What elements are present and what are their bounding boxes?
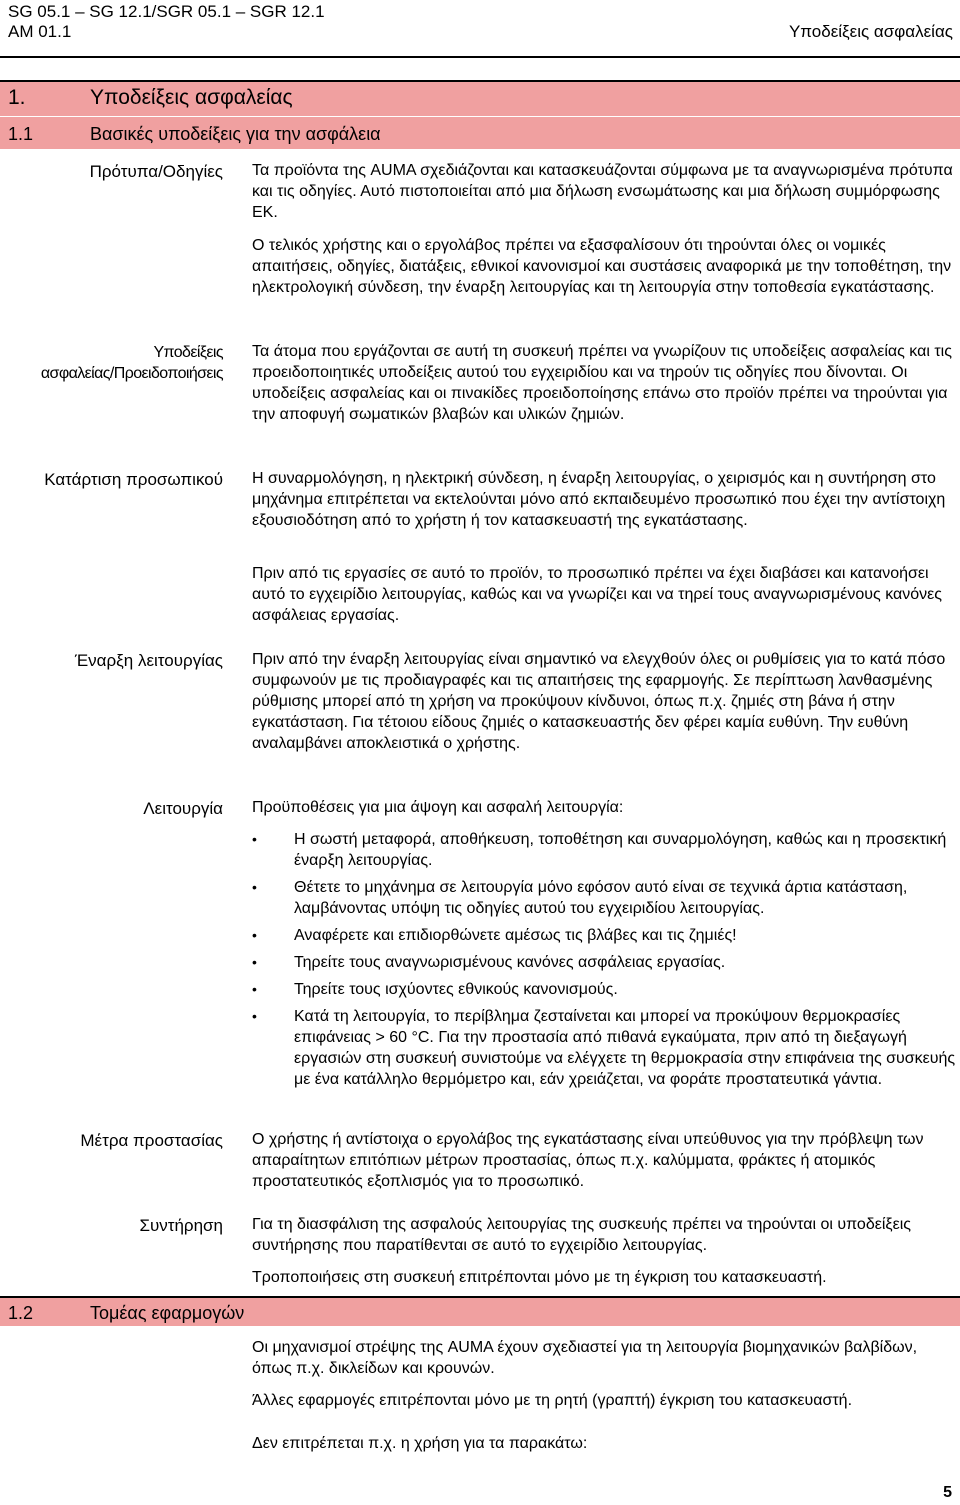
list-item: • Θέτετε το μηχάνημα σε λειτουργία μόνο εφόσον αυτό είναι σε τεχνικά άρτια κατάσταση, λαμβάνοντας υπόψη τις οδηγίες αυτού του εγχειριδίου λειτουργίας. xyxy=(252,877,956,919)
side-label-standards: Πρότυπα/Οδηγίες xyxy=(89,162,223,181)
section-heading-1-2 xyxy=(0,1296,960,1326)
list-item: • Τηρείτε τους αναγνωρισμένους κανόνες ασφάλειας εργασίας. xyxy=(252,952,956,973)
paragraph-commissioning: Πριν από την έναρξη λειτουργίας είναι σημαντικό να ελεγχθούν όλες οι ρυθμίσεις για το κατά πόσο συμφωνούν με τις προδιαγραφές και τις απαιτήσεις της εφαρμογής. Σε περίπτωση λανθασμένης ρύθμισης μπορεί από τη χρήση να προκύψουν κίνδυνοι, όπως π.χ. ζημιές στη βάνα ή στην εγκατάσταση. Για τέτοιου είδους ζημιές ο κατασκευαστής δεν φέρει καμία ευθύνη. Την ευθύνη αναλαμβάνει αποκλειστικά ο χρήστης. xyxy=(252,651,946,752)
operation-requirements-list xyxy=(252,829,956,1096)
side-label-protection: Μέτρα προστασίας xyxy=(80,1131,223,1150)
side-label-training: Κατάρτιση προσωπικού xyxy=(44,470,223,489)
header-divider xyxy=(0,56,960,58)
paragraph-standards-2: Ο τελικός χρήστης και ο εργολάβος πρέπει να εξασφαλίσουν ότι τηρούνται όλες οι νομικές απαιτήσεις, οδηγίες, διατάξεις, εθνικοί κανονισμοί και συστάσεις αναφορικά με την τοποθέτηση, την ηλεκτρολογική σύνδεση, την έναρξη λειτουργίας και τη λειτουργία στην τοποθεσία εγκατάστασης. xyxy=(252,237,952,296)
page-number: 5 xyxy=(943,1484,952,1501)
document-id xyxy=(8,2,325,42)
section-title: Βασικές υποδείξεις για την ασφάλεια xyxy=(90,124,381,144)
side-label-warnings xyxy=(41,342,223,384)
section-title: Τομέας εφαρμογών xyxy=(90,1303,245,1323)
section-number: 1.2 xyxy=(8,1303,34,1323)
paragraph-application-3: Δεν επιτρέπεται π.χ. η χρήση για τα παρακάτω: xyxy=(252,1435,588,1452)
section-heading-1-1 xyxy=(0,117,960,149)
list-item: • Η σωστή μεταφορά, αποθήκευση, τοποθέτηση και συναρμολόγηση, καθώς και η προσεκτική έναρξη λειτουργίας. xyxy=(252,829,956,871)
side-label-warnings-line-1: Υποδείξεις xyxy=(153,344,223,361)
list-item: • Αναφέρετε και επιδιορθώνετε αμέσως τις βλάβες και τις ζημιές! xyxy=(252,925,956,946)
paragraph-operation-intro: Προϋποθέσεις για μια άψογη και ασφαλή λειτουργία: xyxy=(252,799,624,816)
chapter-heading xyxy=(0,80,960,116)
paragraph-application-2: Άλλες εφαρμογές επιτρέπονται μόνο με τη ρητή (γραπτή) έγκριση του κατασκευαστή. xyxy=(252,1392,853,1409)
side-label-maintenance: Συντήρηση xyxy=(139,1216,223,1235)
header-section-title: Υποδείξεις ασφαλείας xyxy=(788,22,953,41)
paragraph-maintenance-1: Για τη διασφάλιση της ασφαλούς λειτουργίας της συσκευής πρέπει να τηρούνται οι υποδείξεις συντήρησης που παρατίθενται σε αυτό το εγχειρίδιο λειτουργίας. xyxy=(252,1216,911,1254)
chapter-number: 1. xyxy=(8,86,26,109)
paragraph-maintenance-2: Τροποποιήσεις στη συσκευή επιτρέπονται μόνο με τη έγκριση του κατασκευαστή. xyxy=(252,1269,827,1286)
paragraph-protection: Ο χρήστης ή αντίστοιχα ο εργολάβος της εγκατάστασης είναι υπεύθυνος για την πρόβλεψη των απαραίτητων επιτόπιων μέτρων προστασίας, όπως π.χ. καλύμματα, φράκτες ή ατομικός προστατευτικός εξοπλισμός για το προσωπικό. xyxy=(252,1131,924,1190)
paragraph-standards-1: Τα προϊόντα της AUMA σχεδιάζονται και κατασκευάζονται σύμφωνα με τα αναγνωρισμένα πρότυπα και τις οδηγίες. Αυτό πιστοποιείται από μια δήλωση ενσωμάτωσης και μια δήλωση συμμόρφωσης ΕΚ. xyxy=(252,162,953,221)
side-label-operation: Λειτουργία xyxy=(143,799,223,818)
side-label-commissioning: Έναρξη λειτουργίας xyxy=(74,651,223,670)
paragraph-application-1: Οι μηχανισμοί στρέψης της AUMA έχουν σχεδιαστεί για τη λειτουργία βιομηχανικών βαλβίδων, όπως π.χ. δικλείδων και κρουνών. xyxy=(252,1339,918,1377)
paragraph-warnings: Τα άτομα που εργάζονται σε αυτή τη συσκευή πρέπει να γνωρίζουν τις υποδείξεις ασφαλείας και τις προειδοποιητικές υποδείξεις αυτού του εγχειριδίου και να τηρούν τις οδηγίες που δίνονται. Οι υποδείξεις ασφαλείας και οι πινακίδες προειδοποίησης επάνω στο προϊόν πρέπει να τηρούνται για την αποφυγή σωματικών βλαβών και υλικών ζημιών. xyxy=(252,343,952,423)
side-label-warnings-line-2: ασφαλείας/Προειδοποιήσεις xyxy=(40,365,223,382)
list-item: • Τηρείτε τους ισχύοντες εθνικούς κανονισμούς. xyxy=(252,979,956,1000)
paragraph-training-1: Η συναρμολόγηση, η ηλεκτρική σύνδεση, η έναρξη λειτουργίας, ο χειρισμός και η συντήρηση στο μηχάνημα επιτρέπεται να εκτελούνται μόνο από εκπαιδευμένο προσωπικό που έχει την αντίστοιχη εξουσιοδότηση από το χρήστη ή τον κατασκευαστή της εγκατάστασης. xyxy=(252,470,946,529)
document-id-line-2: AM 01.1 xyxy=(8,22,72,41)
chapter-title: Υποδείξεις ασφαλείας xyxy=(90,86,293,109)
document-id-line-1: SG 05.1 – SG 12.1/SGR 05.1 – SGR 12.1 xyxy=(8,2,325,21)
section-number: 1.1 xyxy=(8,124,34,144)
paragraph-training-2: Πριν από τις εργασίες σε αυτό το προϊόν, το προσωπικό πρέπει να έχει διαβάσει και κατανοήσει αυτό το εγχειρίδιο λειτουργίας, καθώς και να γνωρίζει και να τηρεί τους αναγνωρισμένους κανόνες ασφάλειας εργασίας. xyxy=(252,565,942,624)
list-item: • Κατά τη λειτουργία, το περίβλημα ζεσταίνεται και μπορεί να προκύψουν θερμοκρασίες επιφάνειας > 60 °C. Για την προστασία από πιθανά εγκαύματα, πριν από τη διεξαγωγή εργασιών στη συσκευή συνιστούμε να ελέγχετε τη θερμοκρασία στην επιφάνεια της συσκευής με ένα κατάλληλο θερμόμετρο και, εάν χρειάζεται, να φοράτε προστατευτικά γάντια. xyxy=(252,1006,956,1090)
